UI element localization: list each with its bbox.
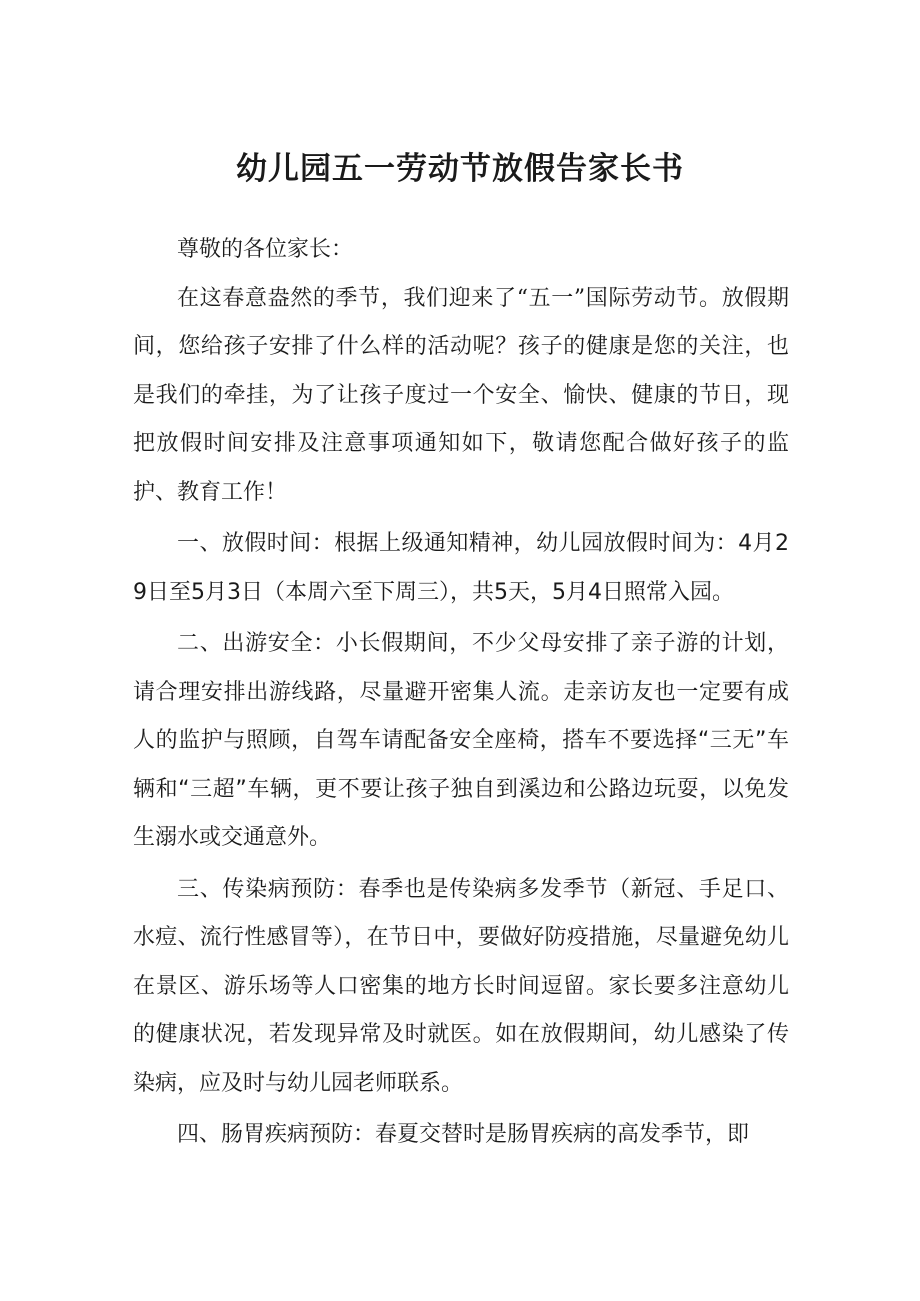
salutation: 尊敬的各位家长：: [177, 237, 354, 262]
section-paragraph-2: 二、出游安全：小长假期间，不少父母安排了亲子游的计划，请合理安排出游线路，尽量避开密集人流。走亲访友也一定要有成人的监护与照顾，自驾车请配备安全座椅，搭车不要选择“三无”车辆和“三超”车辆，更不要让孩子独自到溪边和公路边玩耍，以免发生溺水或交通意外。: [133, 631, 789, 850]
document-body: [133, 226, 789, 1160]
section-paragraph-3: 三、传染病预防：春季也是传染病多发季节（新冠、手足口、水痘、流行性感冒等），在节日中，要做好防疫措施，尽量避免幼儿在景区、游乐场等人口密集的地方长时间逗留。家长要多注意幼儿的健康状况，若发现异常及时就医。如在放假期间，幼儿感染了传染病，应及时与幼儿园老师联系。: [133, 876, 789, 1096]
section-paragraph-4: 四、肠胃疾病预防：春夏交替时是肠胃疾病的高发季节，即: [177, 1122, 750, 1147]
document-title: 幼儿园五一劳动节放假告家长书: [236, 151, 684, 187]
intro-paragraph: 在这春意盎然的季节，我们迎来了“五一”国际劳动节。放假期间，您给孩子安排了什么样的活动呢？孩子的健康是您的关注，也是我们的牵挂，为了让孩子度过一个安全、愉快、健康的节日，现把放假时间安排及注意事项通知如下，敬请您配合做好孩子的监护、教育工作！: [133, 285, 789, 505]
section-paragraph-1: 一、放假时间：根据上级通知精神，幼儿园放假时间为：4月29日至5月3日（本周六至下周三），共5天，5月4日照常入园。: [133, 531, 789, 605]
